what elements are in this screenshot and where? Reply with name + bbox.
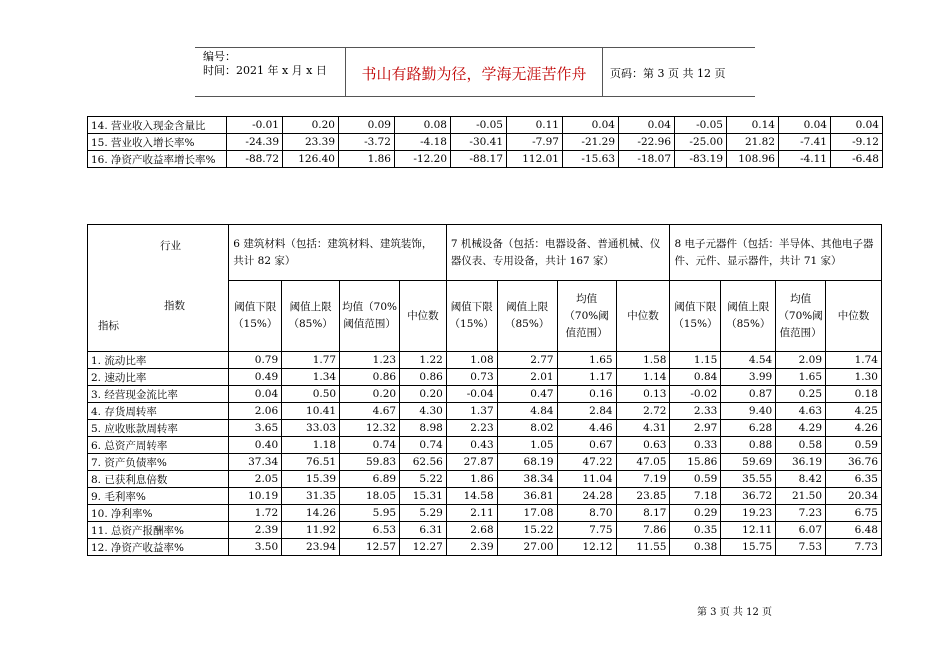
value-cell: 24.28 — [557, 488, 616, 505]
value-cell: 12.27 — [400, 539, 447, 556]
group-building-materials: 6 建筑材料（包括：建筑材料、建筑装饰，共计 82 家） — [229, 225, 447, 281]
value-cell: 0.20 — [340, 386, 400, 403]
value-cell: 0.29 — [670, 505, 721, 522]
value-cell: 0.35 — [670, 522, 721, 539]
table-row — [88, 539, 882, 556]
value-cell: 0.11 — [507, 117, 563, 134]
value-cell: 4.30 — [400, 403, 447, 420]
value-cell: 6.48 — [826, 522, 882, 539]
header-divider — [345, 48, 346, 96]
value-cell: 11.04 — [557, 471, 616, 488]
value-cell: 47.22 — [557, 454, 616, 471]
value-cell: 0.67 — [557, 437, 616, 454]
value-cell: 112.01 — [507, 151, 563, 168]
value-cell: 108.96 — [727, 151, 779, 168]
value-cell: 8.17 — [616, 505, 670, 522]
value-cell: 12.12 — [557, 539, 616, 556]
value-cell: 4.26 — [826, 420, 882, 437]
value-cell: 5.29 — [400, 505, 447, 522]
value-cell: 8.02 — [497, 420, 557, 437]
value-cell: 2.06 — [229, 403, 282, 420]
value-cell: 10.19 — [229, 488, 282, 505]
row-label: 16. 净资产收益率增长率% — [88, 151, 227, 168]
value-cell: 8.98 — [400, 420, 447, 437]
value-cell: -9.12 — [831, 134, 883, 151]
value-cell: 2.77 — [497, 352, 557, 369]
corner-cell — [88, 225, 229, 352]
value-cell: 4.63 — [776, 403, 826, 420]
header-divider — [602, 48, 603, 96]
value-cell: 15.75 — [721, 539, 776, 556]
footer-page-number: 第 3 页 共 12 页 — [697, 607, 772, 618]
column-header: 中位数 — [400, 281, 447, 352]
value-cell: 47.05 — [616, 454, 670, 471]
table-row — [88, 134, 883, 151]
value-cell: 17.08 — [497, 505, 557, 522]
column-header: 阈值上限（85%） — [721, 281, 776, 352]
value-cell: 23.94 — [282, 539, 340, 556]
industry-indicator-table — [87, 224, 882, 556]
value-cell: 4.54 — [721, 352, 776, 369]
value-cell: -15.63 — [563, 151, 619, 168]
column-header: 阈值下限（15%） — [670, 281, 721, 352]
value-cell: 4.29 — [776, 420, 826, 437]
value-cell: 7.18 — [670, 488, 721, 505]
header-number: 编号： — [203, 50, 236, 63]
row-label: 11. 总资产报酬率% — [88, 522, 229, 539]
value-cell: 21.82 — [727, 134, 779, 151]
group-machinery: 7 机械设备（包括：电器设备、普通机械、仪器仪表、专用设备，共计 167 家） — [446, 225, 670, 281]
value-cell: 2.68 — [446, 522, 497, 539]
value-cell: 2.05 — [229, 471, 282, 488]
value-cell: 0.16 — [557, 386, 616, 403]
value-cell: 1.86 — [339, 151, 395, 168]
value-cell: -0.02 — [670, 386, 721, 403]
row-label: 1. 流动比率 — [88, 352, 229, 369]
value-cell: 2.39 — [229, 522, 282, 539]
value-cell: -21.29 — [563, 134, 619, 151]
value-cell: 1.05 — [497, 437, 557, 454]
value-cell: 4.67 — [340, 403, 400, 420]
row-label: 3. 经营现金流比率 — [88, 386, 229, 403]
value-cell: 18.05 — [340, 488, 400, 505]
value-cell: 1.86 — [446, 471, 497, 488]
value-cell: 0.04 — [779, 117, 831, 134]
value-cell: 1.17 — [557, 369, 616, 386]
value-cell: 36.76 — [826, 454, 882, 471]
column-header: 阈值上限（85%） — [497, 281, 557, 352]
group-header-row — [88, 225, 882, 281]
value-cell: 0.59 — [670, 471, 721, 488]
value-cell: 6.53 — [340, 522, 400, 539]
value-cell: -0.05 — [451, 117, 507, 134]
value-cell: -24.39 — [227, 134, 283, 151]
value-cell: 3.65 — [229, 420, 282, 437]
value-cell: 1.22 — [400, 352, 447, 369]
table-row — [88, 471, 882, 488]
value-cell: 1.08 — [446, 352, 497, 369]
corner-indicator: 指标 — [98, 320, 119, 332]
value-cell: 8.42 — [776, 471, 826, 488]
table-row — [88, 117, 883, 134]
value-cell: 14.58 — [446, 488, 497, 505]
value-cell: -3.72 — [339, 134, 395, 151]
value-cell: 1.30 — [826, 369, 882, 386]
row-label: 7. 资产负债率% — [88, 454, 229, 471]
value-cell: 1.34 — [282, 369, 340, 386]
value-cell: 68.19 — [497, 454, 557, 471]
value-cell: 12.57 — [340, 539, 400, 556]
row-label: 5. 应收账款周转率 — [88, 420, 229, 437]
value-cell: 1.72 — [229, 505, 282, 522]
value-cell: 0.47 — [497, 386, 557, 403]
value-cell: 5.95 — [340, 505, 400, 522]
value-cell: 2.33 — [670, 403, 721, 420]
value-cell: 2.97 — [670, 420, 721, 437]
value-cell: -30.41 — [451, 134, 507, 151]
table-row — [88, 386, 882, 403]
table-row — [88, 505, 882, 522]
value-cell: 0.18 — [826, 386, 882, 403]
value-cell: 15.31 — [400, 488, 447, 505]
value-cell: 20.34 — [826, 488, 882, 505]
corner-index: 指数 — [164, 300, 185, 312]
value-cell: 76.51 — [282, 454, 340, 471]
value-cell: 2.01 — [497, 369, 557, 386]
value-cell: 59.83 — [340, 454, 400, 471]
value-cell: -6.48 — [831, 151, 883, 168]
value-cell: 1.14 — [616, 369, 670, 386]
value-cell: -4.18 — [395, 134, 451, 151]
value-cell: 0.79 — [229, 352, 282, 369]
value-cell: 6.75 — [826, 505, 882, 522]
value-cell: 3.99 — [721, 369, 776, 386]
value-cell: 31.35 — [282, 488, 340, 505]
value-cell: 12.32 — [340, 420, 400, 437]
value-cell: 4.25 — [826, 403, 882, 420]
table-row — [88, 420, 882, 437]
value-cell: 126.40 — [283, 151, 339, 168]
value-cell: 7.23 — [776, 505, 826, 522]
table-row — [88, 403, 882, 420]
value-cell: 0.43 — [446, 437, 497, 454]
value-cell: 0.08 — [395, 117, 451, 134]
value-cell: 1.65 — [776, 369, 826, 386]
value-cell: 1.58 — [616, 352, 670, 369]
header-top-rule — [195, 47, 755, 48]
column-header: 均值（70%阈值范围） — [557, 281, 616, 352]
column-header: 中位数 — [826, 281, 882, 352]
value-cell: 0.86 — [340, 369, 400, 386]
column-header: 阈值上限（85%） — [282, 281, 340, 352]
column-header: 中位数 — [616, 281, 670, 352]
header-bottom-rule — [195, 96, 755, 97]
value-cell: 0.04 — [831, 117, 883, 134]
value-cell: 2.09 — [776, 352, 826, 369]
value-cell: 14.26 — [282, 505, 340, 522]
header-motto: 书山有路勤为径，学海无涯苦作舟 — [361, 65, 587, 83]
value-cell: 7.73 — [826, 539, 882, 556]
value-cell: 0.58 — [776, 437, 826, 454]
value-cell: 11.92 — [282, 522, 340, 539]
table-row — [88, 352, 882, 369]
value-cell: 35.55 — [721, 471, 776, 488]
value-cell: 6.07 — [776, 522, 826, 539]
row-label: 2. 速动比率 — [88, 369, 229, 386]
indicator-table-continued — [87, 116, 883, 168]
value-cell: 0.49 — [229, 369, 282, 386]
table-row — [88, 522, 882, 539]
value-cell: 0.88 — [721, 437, 776, 454]
value-cell: -0.04 — [446, 386, 497, 403]
value-cell: 0.14 — [727, 117, 779, 134]
value-cell: 33.03 — [282, 420, 340, 437]
value-cell: 3.50 — [229, 539, 282, 556]
value-cell: 15.22 — [497, 522, 557, 539]
value-cell: 0.87 — [721, 386, 776, 403]
column-header: 阈值下限（15%） — [446, 281, 497, 352]
value-cell: 27.87 — [446, 454, 497, 471]
value-cell: 11.55 — [616, 539, 670, 556]
value-cell: 7.19 — [616, 471, 670, 488]
value-cell: -25.00 — [675, 134, 727, 151]
row-label: 12. 净资产收益率% — [88, 539, 229, 556]
header-meta — [203, 50, 327, 78]
value-cell: 0.33 — [670, 437, 721, 454]
value-cell: 1.15 — [670, 352, 721, 369]
value-cell: -7.41 — [779, 134, 831, 151]
value-cell: 0.38 — [670, 539, 721, 556]
value-cell: 0.73 — [446, 369, 497, 386]
header-date: 时间：2021 年 x 月 x 日 — [203, 64, 327, 77]
value-cell: -88.72 — [227, 151, 283, 168]
row-label: 15. 营业收入增长率% — [88, 134, 227, 151]
value-cell: 0.63 — [616, 437, 670, 454]
value-cell: 1.77 — [282, 352, 340, 369]
value-cell: 19.23 — [721, 505, 776, 522]
value-cell: 1.23 — [340, 352, 400, 369]
value-cell: 0.09 — [339, 117, 395, 134]
value-cell: -22.96 — [619, 134, 675, 151]
value-cell: 0.04 — [563, 117, 619, 134]
row-label: 10. 净利率% — [88, 505, 229, 522]
value-cell: 0.86 — [400, 369, 447, 386]
value-cell: 6.35 — [826, 471, 882, 488]
value-cell: 10.41 — [282, 403, 340, 420]
value-cell: 59.69 — [721, 454, 776, 471]
value-cell: 0.20 — [283, 117, 339, 134]
value-cell: 7.86 — [616, 522, 670, 539]
value-cell: -18.07 — [619, 151, 675, 168]
table-row — [88, 369, 882, 386]
value-cell: 9.40 — [721, 403, 776, 420]
value-cell: 1.18 — [282, 437, 340, 454]
column-header: 阈值下限（15%） — [229, 281, 282, 352]
value-cell: 7.53 — [776, 539, 826, 556]
value-cell: 12.11 — [721, 522, 776, 539]
value-cell: 62.56 — [400, 454, 447, 471]
value-cell: 36.19 — [776, 454, 826, 471]
value-cell: 38.34 — [497, 471, 557, 488]
value-cell: 0.13 — [616, 386, 670, 403]
row-label: 14. 营业收入现金含量比 — [88, 117, 227, 134]
value-cell: 15.39 — [282, 471, 340, 488]
value-cell: 0.20 — [400, 386, 447, 403]
group-electronics: 8 电子元器件（包括：半导体、其他电子器件、元件、显示器件，共计 71 家） — [670, 225, 882, 281]
value-cell: 7.75 — [557, 522, 616, 539]
value-cell: 1.37 — [446, 403, 497, 420]
table-row — [88, 454, 882, 471]
value-cell: 36.81 — [497, 488, 557, 505]
value-cell: 0.04 — [619, 117, 675, 134]
value-cell: 2.72 — [616, 403, 670, 420]
row-label: 4. 存货周转率 — [88, 403, 229, 420]
value-cell: -4.11 — [779, 151, 831, 168]
value-cell: -7.97 — [507, 134, 563, 151]
value-cell: -83.19 — [675, 151, 727, 168]
value-cell: 36.72 — [721, 488, 776, 505]
value-cell: 4.31 — [616, 420, 670, 437]
table-row — [88, 488, 882, 505]
value-cell: 0.74 — [400, 437, 447, 454]
value-cell: 0.59 — [826, 437, 882, 454]
row-label: 9. 毛利率% — [88, 488, 229, 505]
value-cell: 1.74 — [826, 352, 882, 369]
value-cell: 4.46 — [557, 420, 616, 437]
value-cell: 0.74 — [340, 437, 400, 454]
header-page-number: 页码：第 3 页 共 12 页 — [610, 67, 726, 80]
value-cell: 0.50 — [282, 386, 340, 403]
value-cell: 4.84 — [497, 403, 557, 420]
row-label: 6. 总资产周转率 — [88, 437, 229, 454]
value-cell: 37.34 — [229, 454, 282, 471]
column-header: 均值（70%阈值范围） — [776, 281, 826, 352]
value-cell: 8.70 — [557, 505, 616, 522]
value-cell: 5.22 — [400, 471, 447, 488]
value-cell: 0.25 — [776, 386, 826, 403]
value-cell: 23.85 — [616, 488, 670, 505]
value-cell: 6.31 — [400, 522, 447, 539]
value-cell: 23.39 — [283, 134, 339, 151]
value-cell: -88.17 — [451, 151, 507, 168]
value-cell: 0.84 — [670, 369, 721, 386]
value-cell: 1.65 — [557, 352, 616, 369]
value-cell: -0.05 — [675, 117, 727, 134]
value-cell: 15.86 — [670, 454, 721, 471]
value-cell: 6.89 — [340, 471, 400, 488]
value-cell: 2.39 — [446, 539, 497, 556]
value-cell: 27.00 — [497, 539, 557, 556]
value-cell: 2.23 — [446, 420, 497, 437]
value-cell: 21.50 — [776, 488, 826, 505]
value-cell: 0.40 — [229, 437, 282, 454]
value-cell: 0.04 — [229, 386, 282, 403]
value-cell: 2.84 — [557, 403, 616, 420]
value-cell: -0.01 — [227, 117, 283, 134]
value-cell: 6.28 — [721, 420, 776, 437]
row-label: 8. 已获利息倍数 — [88, 471, 229, 488]
column-header: 均值（70%阈值范围） — [340, 281, 400, 352]
value-cell: -12.20 — [395, 151, 451, 168]
table-row — [88, 437, 882, 454]
value-cell: 2.11 — [446, 505, 497, 522]
table-row — [88, 151, 883, 168]
corner-industry: 行业 — [160, 240, 181, 252]
